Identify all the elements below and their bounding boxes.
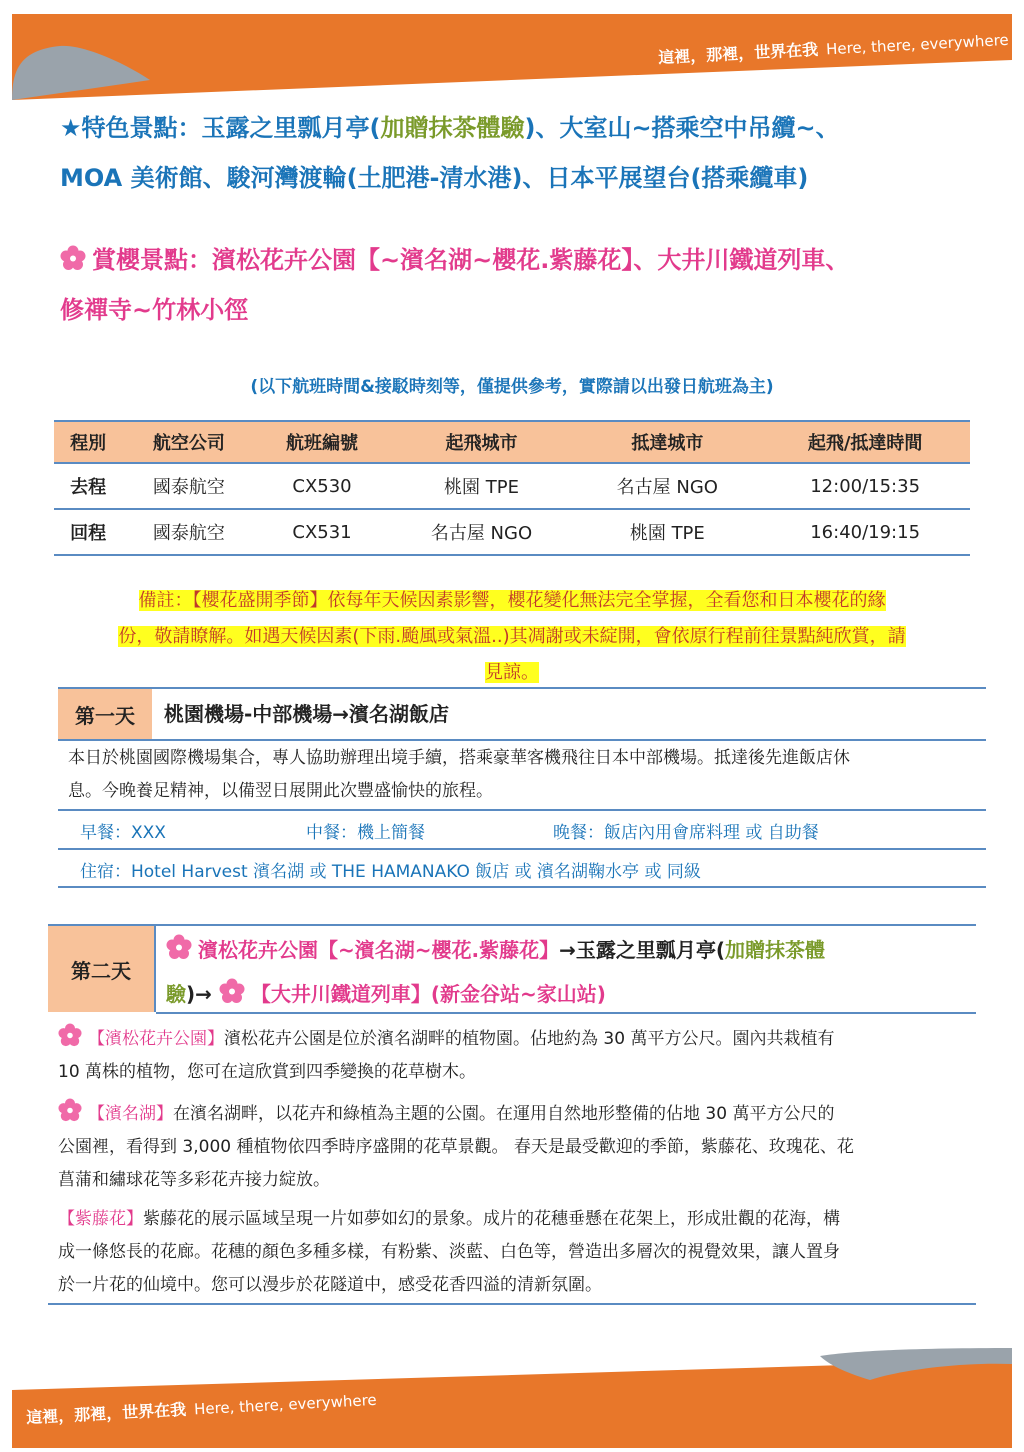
flight-table-header (54, 421, 970, 463)
day1-hotel: 住宿：Hotel Harvest 濱名湖 或 THE HAMANAKO 飯店 或 濱名湖鞠水亭 或 同級 (80, 862, 701, 882)
sakura-flower-icon (58, 1098, 82, 1122)
sakura-remark (62, 583, 962, 691)
day2-bottom-rule (48, 1303, 976, 1305)
table-cell: 桃園 TPE (574, 509, 760, 555)
sakura-flower-icon (219, 978, 245, 1004)
col-header: 起飛/抵達時間 (760, 421, 970, 463)
footer-slogan-en: Here, there, everywhere (193, 1390, 378, 1419)
day1-label: 第一天 (58, 689, 152, 739)
day1-dinner: 晚餐：飯店內用會席料理 或 自助餐 (553, 823, 819, 843)
day1-title: 桃園機場-中部機場→濱名湖飯店 (164, 702, 450, 726)
table-cell: 名古屋 NGO (389, 509, 575, 555)
day2-title-rule (156, 1012, 976, 1014)
sakura-flower-icon (166, 934, 192, 960)
feature-attractions-line2: MOA 美術館、駿河灣渡輪(土肥港-清水港)、日本平展望台(搭乘纜車) (60, 164, 809, 192)
table-cell: 16:40/19:15 (760, 509, 970, 555)
sakura-spots-line1: 賞櫻景點：濱松花卉公園【~濱名湖~櫻花.紫藤花】、大井川鐵道列車、 (60, 234, 849, 286)
col-header: 程別 (54, 421, 122, 463)
feature-attractions-line1: ★特色景點：玉露之里瓢月亭(加贈抹茶體驗)、大室山~搭乘空中吊纜~、 (60, 114, 840, 142)
table-cell: 名古屋 NGO (574, 463, 760, 509)
header-slogan-zh: 這裡，那裡，世界在我 (657, 39, 819, 68)
day1-title-rule (58, 739, 986, 741)
remark-line2: 份，敬請瞭解。如遇天候因素(下雨.颱風或氣溫..)其凋謝或未綻開，會依原行程前往景點純欣賞，請 (118, 626, 906, 647)
remark-line3: 見諒。 (485, 662, 539, 683)
day1-desc-rule (58, 809, 986, 811)
day2-paragraph-hamamatsu: 【濱松花卉公園】濱松花卉公園是位於濱名湖畔的植物園。佔地約為 30 萬平方公尺。園內共栽植有 10 萬株的植物，您可在這欣賞到四季變換的花草樹木。 (58, 1023, 973, 1089)
table-cell: 桃園 TPE (389, 463, 575, 509)
day2-title: 濱松花卉公園【~濱名湖~櫻花.紫藤花】→玉露之里瓢月亭(加贈抹茶體 驗)→ 【大井川鐵道列車】(新金谷站~家山站) (166, 928, 966, 1016)
sakura-flower-icon (60, 245, 86, 271)
table-cell: 國泰航空 (122, 509, 255, 555)
header-banner (0, 0, 1024, 110)
col-header: 航空公司 (122, 421, 255, 463)
table-cell: CX531 (255, 509, 388, 555)
flight-table (54, 420, 970, 556)
day1-lunch: 中餐：機上簡餐 (306, 823, 425, 843)
table-cell: 去程 (54, 463, 122, 509)
footer-slogan-zh: 這裡，那裡，世界在我 (25, 1399, 187, 1428)
sakura-spots-line2: 修禪寺~竹林小徑 (60, 296, 249, 324)
day2-paragraph-hamanako: 【濱名湖】在濱名湖畔，以花卉和綠植為主題的公園。在運用自然地形整備的佔地 30 萬平方公尺的 公園裡，看得到 3,000 種植物依四季時序盛開的花草景觀。 春天是最受歡迎的季節，紫藤花、玫瑰花、花 菖蒲和繡球花等多彩花卉接力綻放。 (58, 1098, 973, 1197)
sakura-flower-icon (58, 1023, 82, 1047)
day1-meal-rule (58, 848, 986, 850)
day1-bottom-rule (58, 886, 986, 888)
day2-top-rule (48, 924, 976, 926)
table-cell: 回程 (54, 509, 122, 555)
table-cell: 12:00/15:35 (760, 463, 970, 509)
footer-banner (0, 1340, 1024, 1448)
header-slogan-en: Here, there, everywhere (825, 30, 1010, 59)
col-header: 起飛城市 (389, 421, 575, 463)
flight-note: (以下航班時間&接駁時刻等，僅提供參考，實際請以出發日航班為主) (250, 377, 774, 397)
day1-description: 本日於桃園國際機場集合，專人協助辦理出境手續，搭乘豪華客機飛往日本中部機場。抵達後先進飯店休 息。今晚養足精神，以備翌日展開此次豐盛愉快的旅程。 (68, 748, 850, 801)
feature-bonus: 加贈抹茶體驗 (380, 114, 525, 142)
day2-label: 第二天 (48, 926, 154, 1012)
col-header: 航班編號 (255, 421, 388, 463)
day1-breakfast: 早餐：XXX (80, 823, 166, 843)
table-cell: CX530 (255, 463, 388, 509)
remark-line1: 備註：【櫻花盛開季節】依每年天候因素影響，櫻花變化無法完全掌握，全看您和日本櫻花的緣 (138, 590, 886, 611)
day2-paragraph-wisteria: 【紫藤花】紫藤花的展示區域呈現一片如夢如幻的景象。成片的花穗垂懸在花架上，形成壯觀的花海，構 成一條悠長的花廊。花穗的顏色多種多樣，有粉紫、淡藍、白色等，營造出多層次的視覺效果，讓人置身 於一片花的仙境中。您可以漫步於花隧道中，感受花香四溢的清新氛圍。 (58, 1209, 840, 1295)
day1-top-rule (58, 687, 986, 689)
table-row (54, 463, 970, 509)
table-cell: 國泰航空 (122, 463, 255, 509)
footer-banner-shape (0, 1340, 1024, 1448)
table-row (54, 509, 970, 555)
col-header: 抵達城市 (574, 421, 760, 463)
day2-divider (154, 926, 156, 1012)
